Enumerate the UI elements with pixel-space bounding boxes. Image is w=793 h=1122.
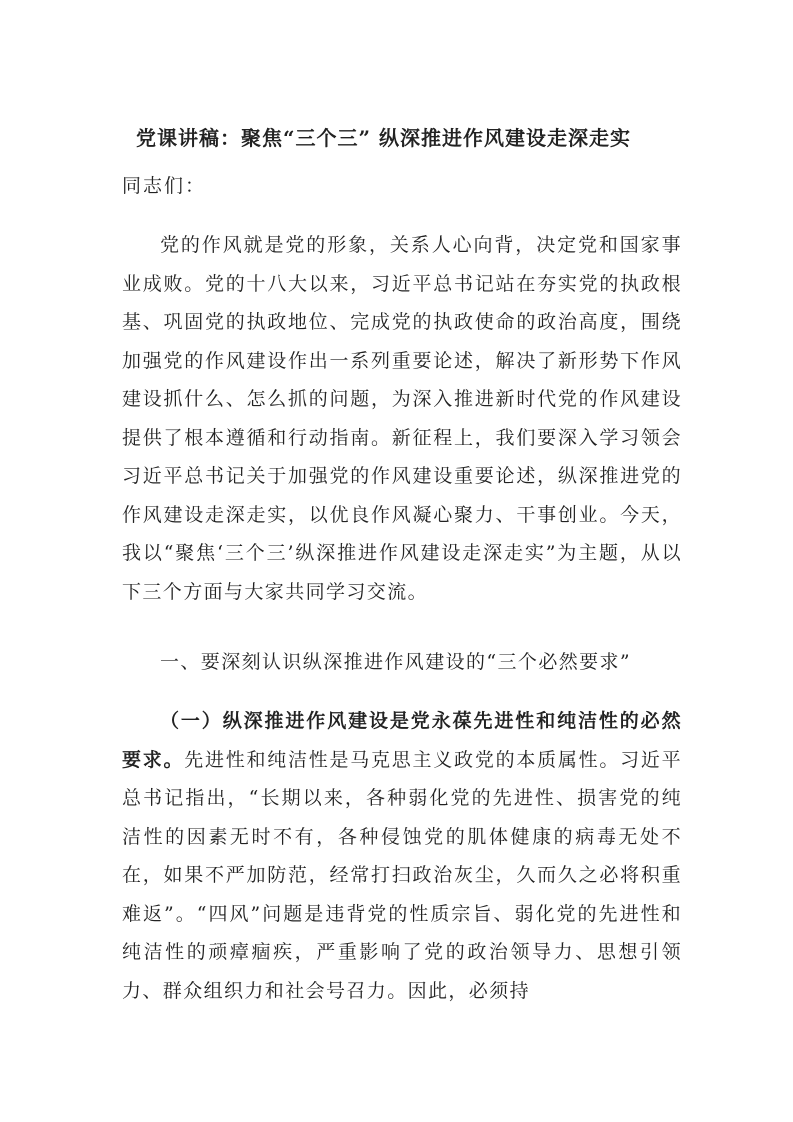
section-heading: 一、要深刻认识纵深推进作风建设的“三个必然要求” [160, 651, 632, 673]
salutation: 同志们： [122, 175, 207, 197]
document-title: 党课讲稿：聚焦“三个三” 纵深推进作风建设走深走实 [136, 126, 631, 150]
subsection-paragraph [122, 702, 682, 1010]
intro-paragraph: 党的作风就是党的形象，关系人心向背，决定党和国家事业成败。党的十八大以来，习近平总书记站在夯实党的执政根基、巩固党的执政地位、完成党的执政使命的政治高度，围绕加强党的作风建设作出一系列重要论述，解决了新形势下作风建设抓什么、怎么抓的问题，为深入推进新时代党的作风建设提供了根本遵循和行动指南。新征程上，我们要深入学习领会习近平总书记关于加强党的作风建设重要论述，纵深推进党的作风建设走深走实，以优良作风凝心聚力、干事创业。今天，我以“聚焦‘三个三’纵深推进作风建设走深走实”为主题，从以下三个方面与大家共同学习交流。 [122, 234, 682, 603]
subsection-heading: （一）纵深推进作风建设是党永葆先进性和纯洁性的必然要求。 [122, 710, 682, 771]
subsection-body: 先进性和纯洁性是马克思主义政党的本质属性。习近平总书记指出，“长期以来，各种弱化党的先进性、损害党的纯洁性的因素无时不有，各种侵蚀党的肌体健康的病毒无处不在，如果不严加防范，经常打扫政治灰尘，久而久之必将积重难返”。“四风”问题是违背党的性质宗旨、弱化党的先进性和纯洁性的顽瘴痼疾，严重影响了党的政治领导力、思想引领力、群众组织力和社会号召力。因此，必须持 [122, 748, 682, 1002]
